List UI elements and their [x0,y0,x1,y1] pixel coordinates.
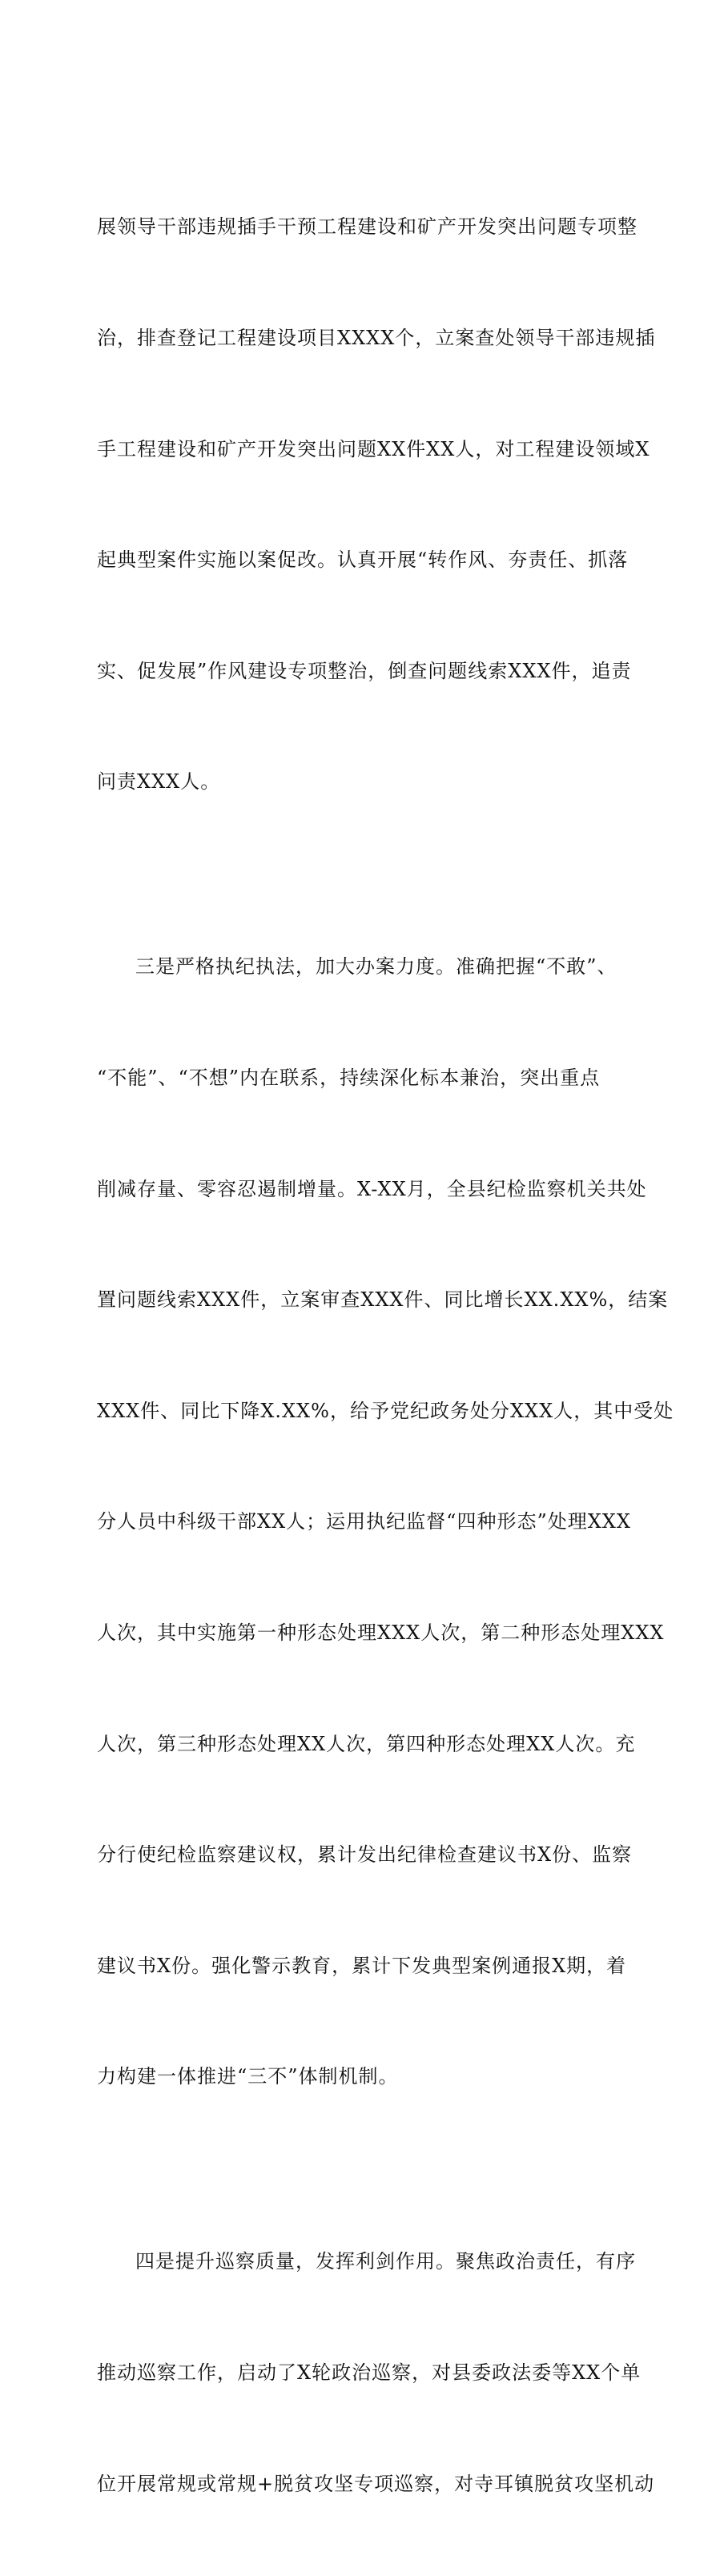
paragraph-line: “不能”、“不想”内在联系，持续深化标本兼治，突出重点 [97,1066,601,1089]
paragraph-line: 四是提升巡察质量，发挥利剑作用。聚焦政治责任，有序 [135,2250,636,2273]
paragraph-line: 置问题线索XXX件，立案审查XXX件、同比增长XX.XX%，结案 [97,1288,669,1312]
paragraph-line: 人次，其中实施第一种形态处理XXX人次，第二种形态处理XXX [97,1621,665,1644]
paragraph-line: 分行使纪检监察建议权，累计发出纪律检查建议书X份、监察 [97,1843,633,1867]
paragraph-line: 力构建一体推进“三不”体制机制。 [97,2065,399,2088]
paragraph-line: 分人员中科级干部XX人；运用执纪监督“四种形态”处理XXX [97,1510,631,1533]
paragraph-line: 治，排查登记工程建设项目XXXX个，立案查处领导干部违规插 [97,327,656,349]
paragraph-line: 问责XXX人。 [97,770,221,794]
paragraph-3 [97,2169,655,2576]
paragraph-line: 削减存量、零容忍遏制增量。X-XX月，全县纪检监察机关共处 [97,1177,647,1200]
paragraph-line: 起典型案件实施以案促改。认真开展“转作风、夯责任、抓落 [97,549,629,572]
paragraph-line: 人次，第三种形态处理XX人次，第四种形态处理XX人次。充 [97,1732,636,1755]
paragraph-2 [97,874,674,2169]
document-body [97,135,674,2576]
paragraph-line: 手工程建设和矿产开发突出问题XX件XX人，对工程建设领域X [97,437,650,460]
paragraph-line: 展领导干部违规插手干预工程建设和矿产开发突出问题专项整 [97,215,638,239]
paragraph-line: 建议书X份。强化警示教育，累计下发典型案例通报X期，着 [97,1954,627,1977]
paragraph-1 [97,135,656,874]
paragraph-line: 推动巡察工作，启动了X轮政治巡察，对县委政法委等XX个单 [97,2361,642,2384]
paragraph-line: 实、促发展”作风建设专项整治，倒查问题线索XXX件，追责 [97,659,632,682]
paragraph-line: 位开展常规或常规+脱贫攻坚专项巡察，对寺耳镇脱贫攻坚机动 [97,2472,655,2495]
paragraph-line: XXX件、同比下降X.XX%，给予党纪政务处分XXX人，其中受处 [97,1399,674,1422]
paragraph-line: 三是严格执纪执法，加大办案力度。准确把握“不敢”、 [135,955,617,979]
